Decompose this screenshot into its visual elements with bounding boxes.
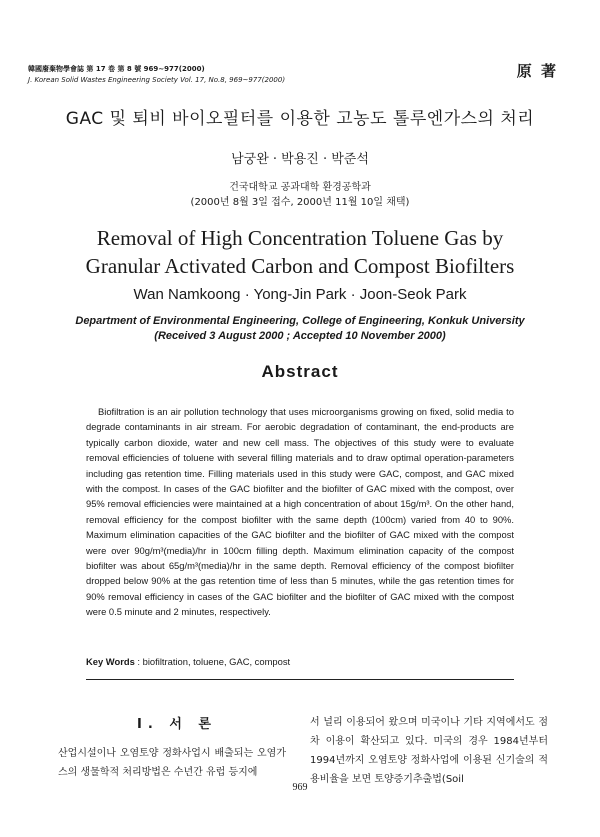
journal-english-line: J. Korean Solid Wastes Engineering Society Vol. 17, No.8, 969~977(2000) xyxy=(28,76,286,84)
right-column-text: 서 널리 이용되어 왔으며 미국이나 기타 지역에서도 점차 이용이 확산되고 있다. 미국의 경우 1984년부터 1994년까지 오염토양 정화사업에 이용된 신기술의 적용비율을 보면 토양증기추출법(Soil xyxy=(310,717,548,785)
keywords-label: Key Words xyxy=(86,656,135,667)
abstract-heading: Abstract xyxy=(261,362,339,381)
left-column xyxy=(58,713,286,782)
article-type-tag: 原 著 xyxy=(516,62,558,80)
journal-korean-line: 韓國廢棄物學會誌 第 17 卷 第 8 號 969~977(2000) xyxy=(28,65,205,73)
keywords-separator: : xyxy=(134,656,143,667)
english-title-line-2: Granular Activated Carbon and Compost Biofilters xyxy=(85,254,515,278)
page-number: 969 xyxy=(292,782,308,793)
english-title-line-1: Removal of High Concentration Toluene Gas by xyxy=(96,226,504,250)
abstract-text: Biofiltration is an air pollution technology that uses microorganisms growing on fixed, solid media to degrade contaminants in air stream. For aerobic degradation of contaminant, the end-products are typically carbon dioxide, water and new cell mass. The objectives of this study were to evaluate removal efficiencies of toluene with several filling materials and to draw optimal operation-parameters including gas retention time. Filling materials used in this study were GAC, compost, and GAC mixed with the compost. In cases of the GAC biofilter and the biofilter of GAC mixed with the compost, over 95% removal efficiencies were maintained at a high concentration of about 15g/m³. On the other hand, removal efficiency for the compost biofilter with the same depth (100cm) varied from 40 to 90%. Maximum elimination capacities of the GAC biofilter and the biofilter of GAC mixed with the compost were over 90g/m³(media)/hr in 100cm filling depth. Maximum elimination capacity of the compost biofilter was about 65g/m³(media)/hr in the same depth. Removal efficiency of the compost biofilter dropped below 90% at the gas retention time of less than 5 minutes, while the gas retention times for 90% removal efficiency in cases of the GAC biofilter and the biofilter of GAC mixed with the compost were 0.5 minute and 2 minutes, respectively. xyxy=(86,406,514,618)
english-authors: Wan Namkoong · Yong-Jin Park · Joon-Seok Park xyxy=(133,286,467,303)
keywords xyxy=(86,656,514,667)
english-affiliation-block xyxy=(0,314,600,344)
english-dates: (Received 3 August 2000 ; Accepted 10 November 2000) xyxy=(154,330,446,342)
left-column-text: 산업시설이나 오염토양 정화사업시 배출되는 오염가스의 생물학적 처리방법은 수년간 유럽 등지에 xyxy=(58,748,286,778)
journal-header xyxy=(28,64,285,86)
korean-affiliation: 건국대학교 공과대학 환경공학과 xyxy=(229,182,371,193)
korean-title: GAC 및 퇴비 바이오필터를 이용한 고농도 톨루엔가스의 처리 xyxy=(65,109,535,129)
korean-authors: 남궁완 · 박용진 · 박준석 xyxy=(231,152,369,167)
section-heading: Ⅰ. 서 론 xyxy=(137,717,217,732)
english-title xyxy=(0,224,600,280)
korean-dates: (2000년 8월 3일 접수, 2000년 11월 10일 채택) xyxy=(190,197,410,208)
english-affiliation: Department of Environmental Engineering, College of Engineering, Konkuk University xyxy=(75,315,525,327)
divider-rule xyxy=(86,679,514,680)
keywords-value: biofiltration, toluene, GAC, compost xyxy=(142,656,291,667)
